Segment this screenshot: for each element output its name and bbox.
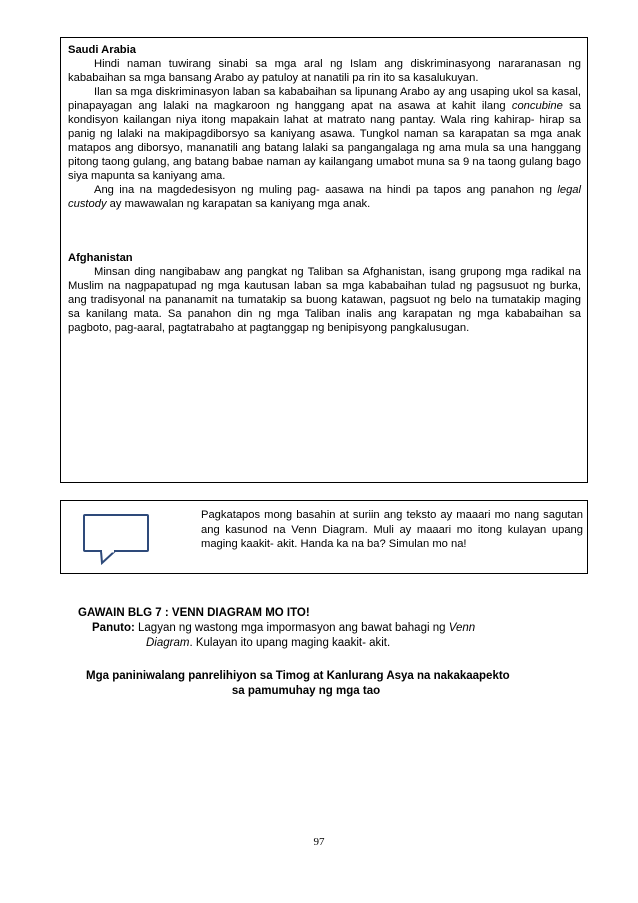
activity-section — [78, 606, 598, 651]
prompt-text: Pagkatapos mong basahin at suriin ang teksto ay maaari mo nang sagutan ang kasunod na Venn Diagram. Muli ay maaari mo itong kulayan upang maging kaakit- akit. Handa ka na ba? Simulan mo na! — [201, 509, 583, 550]
concubine-term: concubine — [511, 100, 563, 112]
diagram-term: Diagram — [146, 637, 190, 649]
afghanistan-paragraph: Minsan ding nangibabaw ang pangkat ng Taliban sa Afghanistan, isang grupong mga radikal na Muslim na nagpapatupad ng mga kautusan laban sa mga kababaihan tulad ng pagsusuot ng burka, ang tradisyonal na pananamit na tumatakip sa buong katawan, pagsuot ng belo na tumatakip maging sa kanilang mata. Sa panahon din ng mga Taliban inalis ang karapatan ng mga kababaihan sa pagboto, pag-aaral, pagtatrabaho at pagtanggap ng benipisyong pangkalusugan. — [68, 266, 581, 334]
instructions — [78, 621, 598, 636]
spacer — [68, 211, 581, 251]
instructions-text-a: Lagyan ng wastong mga impormasyon ang bawat bahagi ng — [134, 622, 449, 634]
subject-line-1: Mga paniniwalang panrelihiyon sa Timog at Kanlurang Asya na nakakaapekto — [86, 670, 510, 682]
venn-subject — [86, 669, 556, 699]
instructions-text-b: . Kulayan ito upang maging kaakit- akit. — [189, 637, 391, 649]
afghanistan-heading: Afghanistan — [68, 252, 133, 264]
prompt-box — [60, 500, 588, 574]
instructions-label: Panuto: — [92, 622, 135, 634]
activity-title: GAWAIN BLG 7 : VENN DIAGRAM MO ITO! — [78, 607, 310, 619]
page-number: 97 — [313, 836, 325, 848]
saudi-paragraph-1: Hindi naman tuwirang sinabi sa mga aral ng Islam ang diskriminasyong nararanasan ng kababaihan sa mga bansang Arabo ay patuloy at nanatili pa rin ito sa kasalukuyan. — [68, 58, 581, 84]
speech-bubble-icon — [83, 514, 149, 552]
saudi-p3-text-b: ay mawawalan ng karapatan sa kaniyang mga anak. — [106, 198, 371, 210]
legal-custody-term: legal custody — [68, 184, 581, 210]
saudi-paragraph-2 — [68, 85, 581, 183]
saudi-p2-text-a: Ilan sa mga diskriminasyon laban sa kababaihan sa lipunang Arabo ay ang usaping ukol sa kasal, pinapayagan ang lalaki na magkaroon ng hanggang apat na asawa at kahit ilang — [68, 86, 581, 112]
instructions-cont — [78, 636, 598, 651]
saudi-p2-text-b: sa kondisyon kailangan niya itong mapakain lahat at matrato nang pantay. Wala ring kahirap- hirap sa panig ng lalaki na makipagdiborsyo sa kaniyang asawa. Tungkol naman sa karapatan sa mga anak matapos ang diborsyo, mananatili ang batang lalaki sa pangangalaga ng ama mula sa una hanggang pitong taong gulang, ang batang babae naman ay kailangang umabot muna sa 9 na taong gulang bago siya mapunta sa kaniyang ama. — [68, 100, 581, 182]
saudi-p3-text-a: Ang ina na magdedesisyon ng muling pag- aasawa na hindi pa tapos ang panahon ng — [94, 184, 558, 196]
speech-bubble-tail-icon — [99, 549, 119, 565]
subject-line-2: sa pamumuhay ng mga tao — [231, 685, 381, 697]
venn-term: Venn — [448, 622, 476, 634]
reading-box — [60, 37, 588, 483]
saudi-paragraph-3 — [68, 183, 581, 211]
saudi-arabia-heading: Saudi Arabia — [68, 44, 136, 56]
